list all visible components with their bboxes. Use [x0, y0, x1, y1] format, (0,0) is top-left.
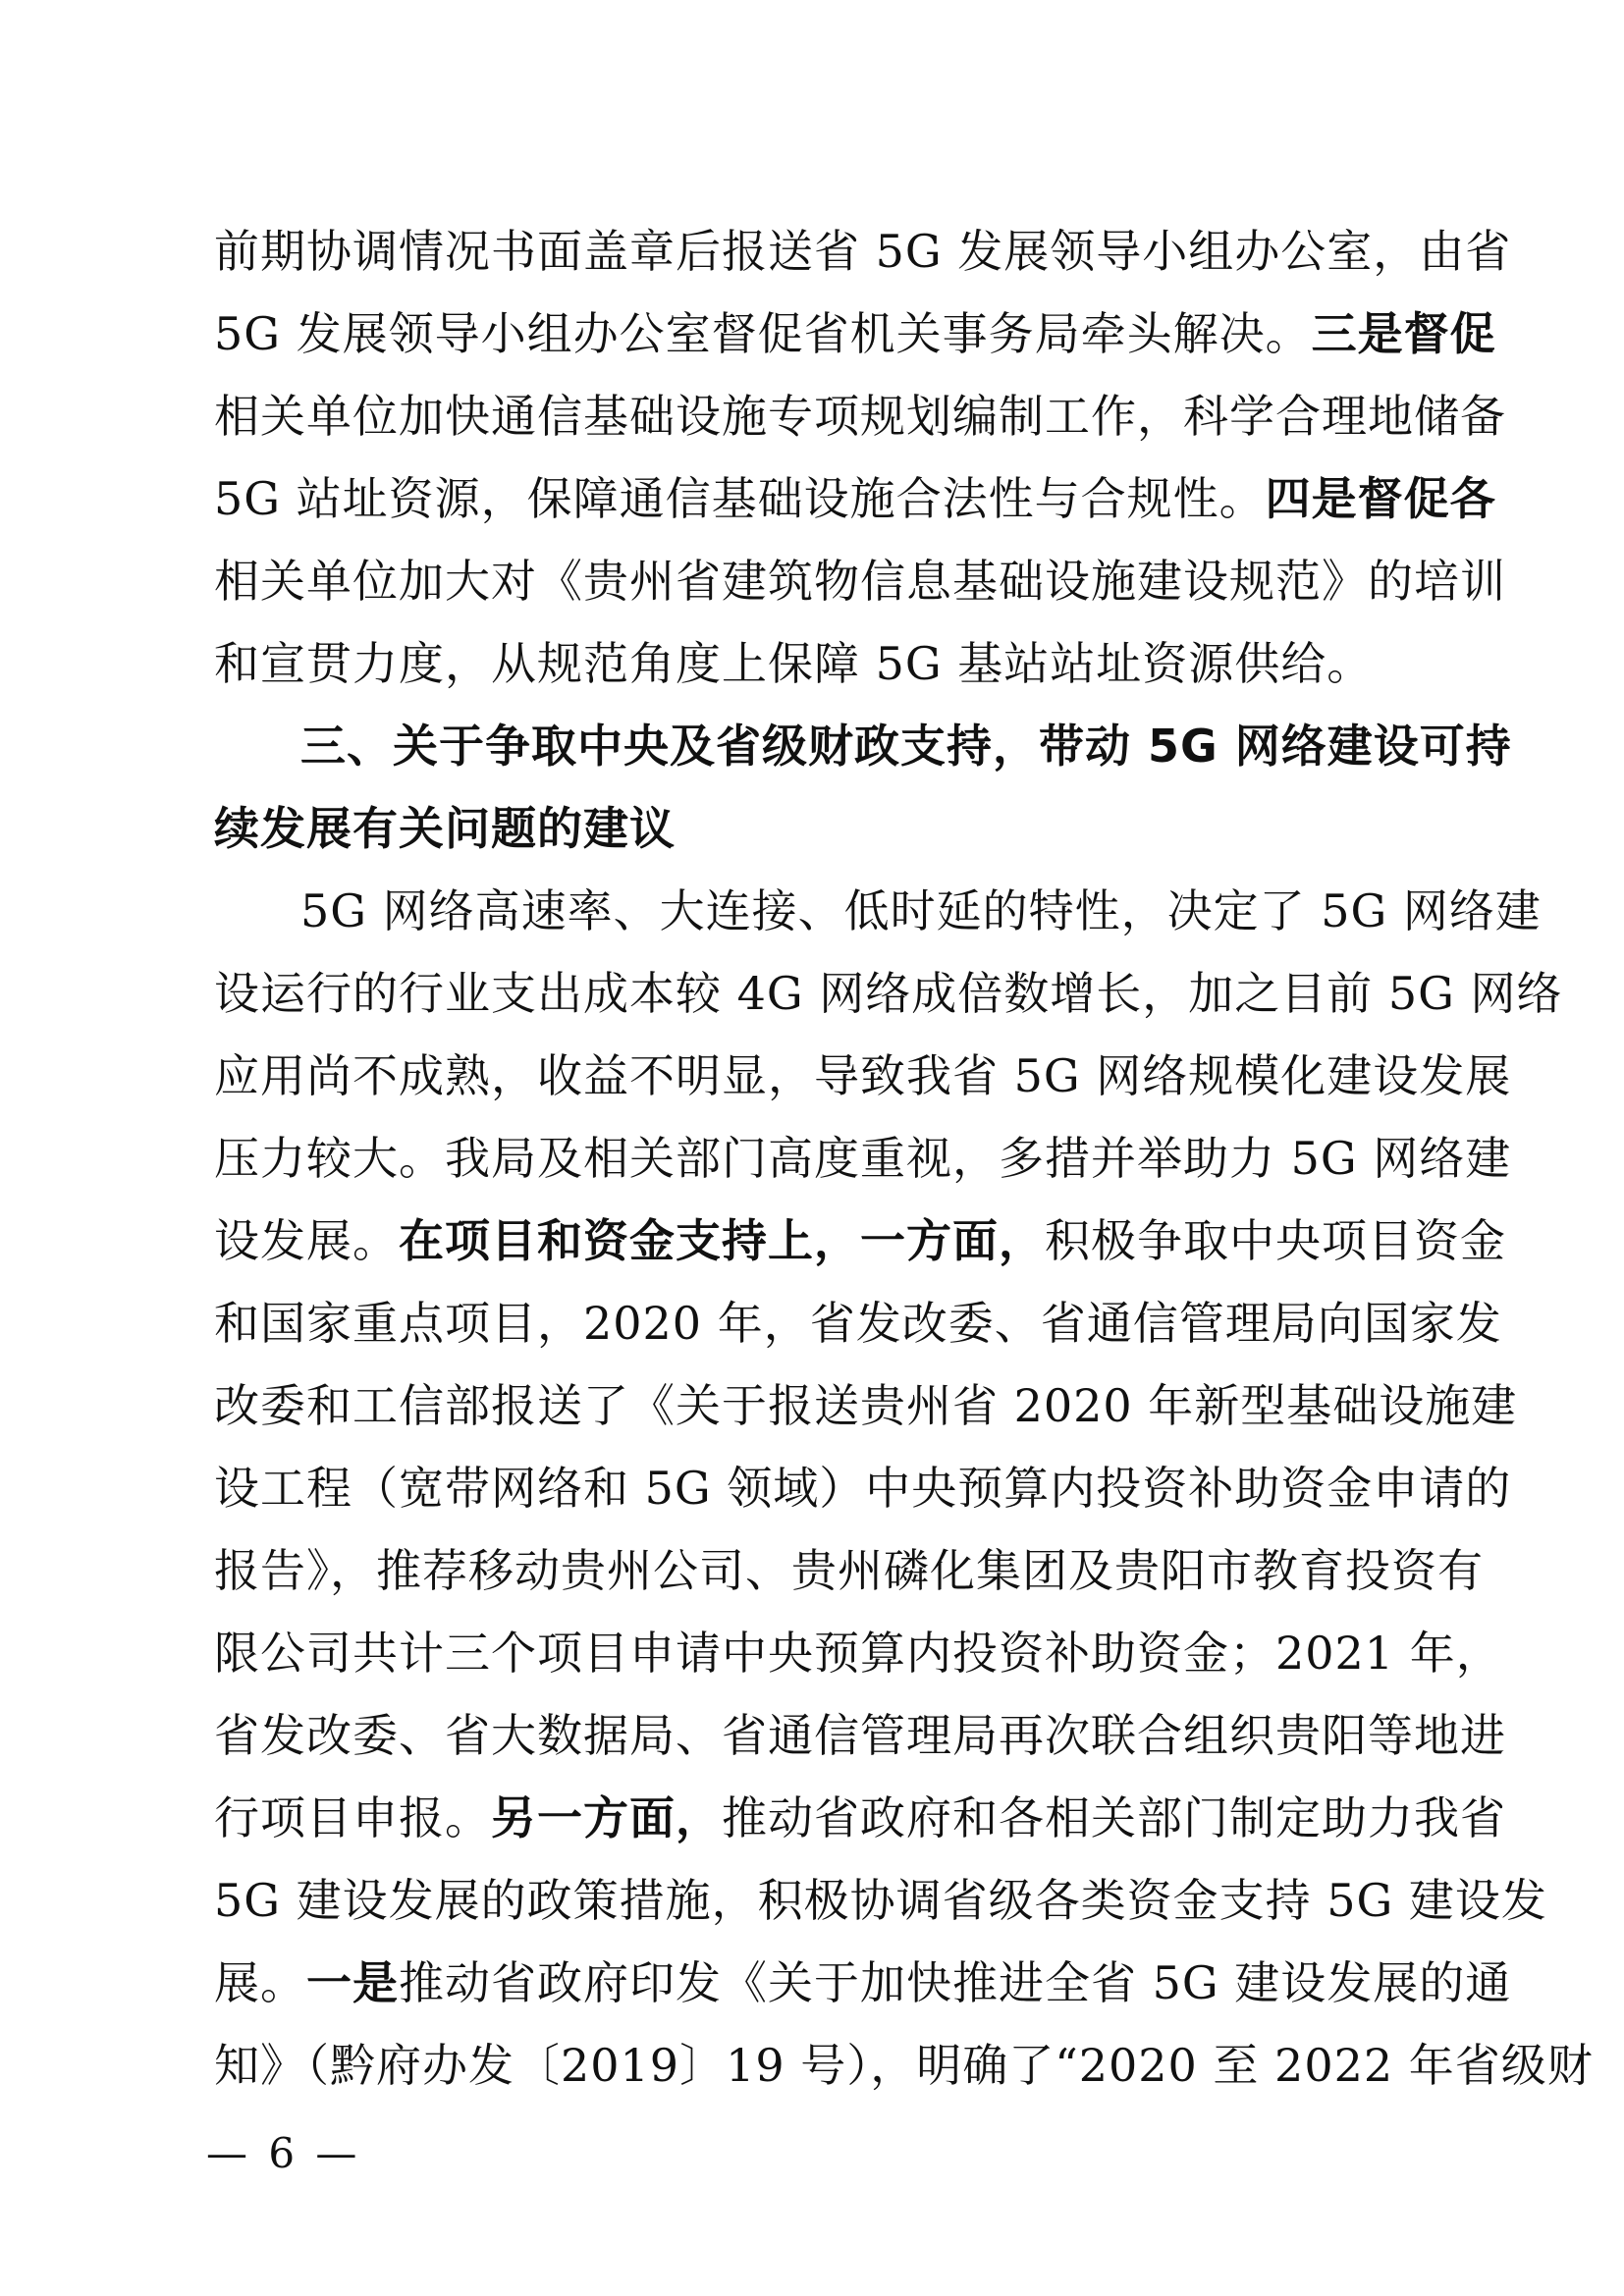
body-line-14	[214, 1447, 1512, 1529]
body-line-10	[214, 1117, 1512, 1200]
text-run: 行项目申报。	[214, 1791, 491, 1844]
text-run: 报告》，推荐移动贵州公司、贵州磷化集团及贵阳市教育投资有	[214, 1544, 1484, 1597]
emphasis-run: 三是督促	[1311, 307, 1496, 360]
text-run: 5G 发展领导小组办公室督促省机关事务局牵头解决。	[214, 307, 1312, 360]
body-line-20	[214, 1942, 1512, 2024]
emphasis-run: 在项目和资金支持上，一方面，	[399, 1214, 1045, 1267]
text-run: 推动省政府和各相关部门制定助力我省	[722, 1791, 1506, 1844]
body-line-12	[214, 1282, 1502, 1364]
body-line-6	[214, 622, 1427, 705]
text-run: 设工程（宽带网络和 5G 领域）中央预算内投资补助资金申请的	[214, 1462, 1512, 1515]
text-run: 相关单位加大对《贵州省建筑物信息基础设施建设规范》的培训	[214, 555, 1506, 608]
text-run: 展。	[214, 1956, 306, 2009]
body-line-16	[214, 1612, 1502, 1694]
text-run: 设发展。	[214, 1214, 399, 1267]
emphasis-run: 另一方面，	[491, 1791, 722, 1844]
emphasis-run: 一是	[306, 1956, 399, 2009]
text-run: 省发改委、省大数据局、省通信管理局再次联合组织贵阳等地进	[214, 1709, 1506, 1762]
body-line-13	[214, 1364, 1518, 1447]
heading-text: 续发展有关问题的建议	[214, 802, 676, 855]
text-run: 5G 站址资源，保障通信基础设施合法性与合规性。	[214, 472, 1266, 525]
section-heading-line-2	[214, 787, 1427, 870]
body-line-18	[214, 1777, 1506, 1859]
text-run: 前期协调情况书面盖章后报送省 5G 发展领导小组办公室，由省	[214, 225, 1512, 278]
body-line-9	[214, 1035, 1512, 1117]
body-line-8	[214, 952, 1563, 1035]
body-line-17	[214, 1694, 1506, 1777]
body-line-3	[214, 375, 1506, 457]
section-heading-line-1	[300, 705, 1512, 787]
body-line-2	[214, 293, 1496, 375]
body-line-7	[300, 870, 1542, 952]
text-run: 和宣贯力度，从规范角度上保障 5G 基站站址资源供给。	[214, 637, 1374, 690]
body-line-15	[214, 1529, 1484, 1612]
text-run: 推动省政府印发《关于加快推进全省 5G 建设发展的通	[399, 1956, 1512, 2009]
body-line-5	[214, 540, 1506, 622]
text-run: 限公司共计三个项目申请中央预算内投资补助资金；2021 年，	[214, 1627, 1502, 1680]
text-run: 和国家重点项目，2020 年，省发改委、省通信管理局向国家发	[214, 1297, 1502, 1350]
page-number: — 6 —	[206, 2129, 361, 2177]
text-run: 改委和工信部报送了《关于报送贵州省 2020 年新型基础设施建	[214, 1379, 1518, 1432]
body-line-1	[214, 210, 1512, 293]
text-run: 知》（黔府办发〔2019〕19 号），明确了“2020 至 2022 年省级财	[214, 2039, 1594, 2092]
text-run: 积极争取中央项目资金	[1045, 1214, 1506, 1267]
text-run: 设运行的行业支出成本较 4G 网络成倍数增长，加之目前 5G 网络	[214, 967, 1563, 1020]
text-run: 5G 建设发展的政策措施，积极协调省级各类资金支持 5G 建设发	[214, 1874, 1547, 1927]
body-line-4	[214, 457, 1496, 540]
text-run: 5G 网络高速率、大连接、低时延的特性，决定了 5G 网络建	[300, 884, 1542, 937]
heading-text: 三、关于争取中央及省级财政支持，带动 5G 网络建设可持	[300, 720, 1512, 773]
text-run: 压力较大。我局及相关部门高度重视，多措并举助力 5G 网络建	[214, 1132, 1512, 1185]
body-line-21	[214, 2024, 1594, 2107]
body-line-19	[214, 1859, 1547, 1942]
text-run: 相关单位加快通信基础设施专项规划编制工作，科学合理地储备	[214, 390, 1506, 443]
body-line-11	[214, 1200, 1506, 1282]
text-run: 应用尚不成熟，收益不明显，导致我省 5G 网络规模化建设发展	[214, 1049, 1512, 1102]
emphasis-run: 四是督促各	[1265, 472, 1496, 525]
